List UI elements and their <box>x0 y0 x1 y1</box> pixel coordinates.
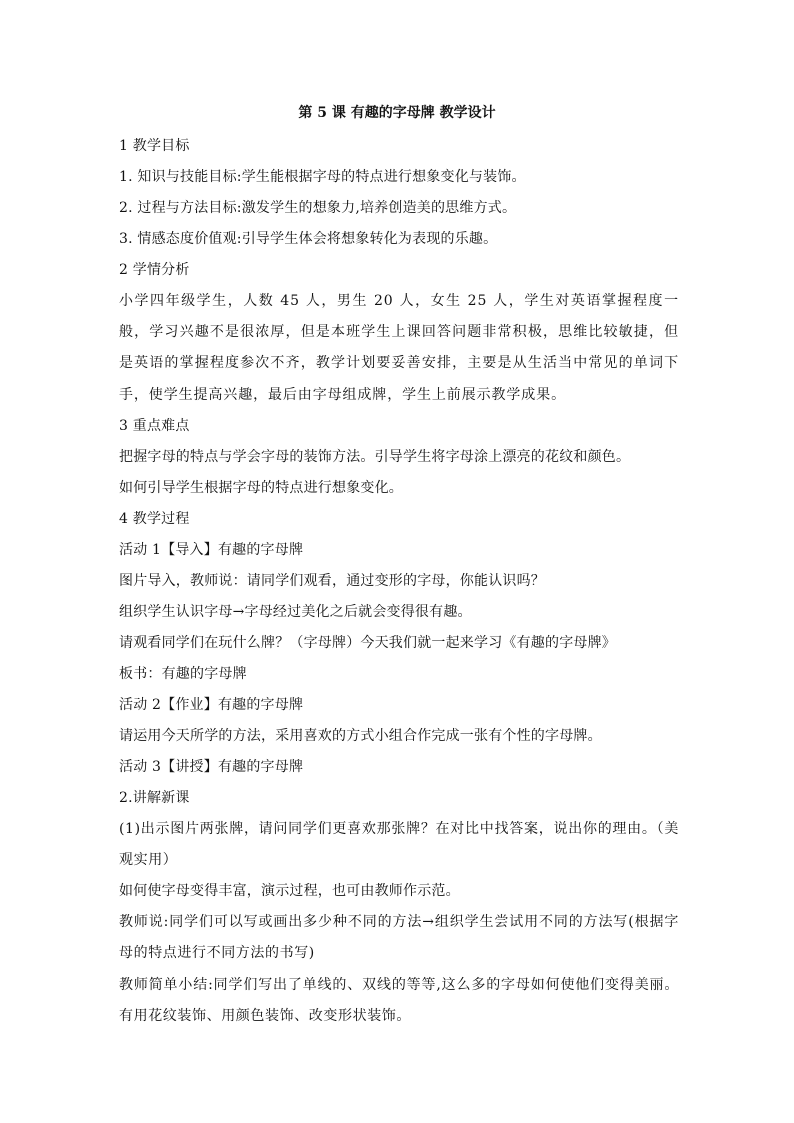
document-title: 第 5 课 有趣的字母牌 教学设计 <box>298 105 496 121</box>
document-body <box>119 131 679 1032</box>
objective-item: 3. 情感态度价值观:引导学生体会将想象转化为表现的乐趣。 <box>119 231 498 247</box>
key-point-text: 把握字母的特点与学会字母的装饰方法。引导学生将字母涂上漂亮的花纹和颜色。 <box>119 448 631 465</box>
body-text: 组织学生认识字母→字母经过美化之后就会变得很有趣。 <box>119 603 472 620</box>
activity-heading: 活动 2【作业】有趣的字母牌 <box>119 696 304 713</box>
body-paragraph: 教师简单小结:同学们写出了单线的、双线的等等,这么多的字母如何使他们变得美丽。有用花纹装饰、用颜色装饰、改变形状装饰。 <box>119 976 679 1024</box>
difficulty-text: 如何引导学生根据字母的特点进行想象变化。 <box>119 479 403 496</box>
objective-item: 1. 知识与技能目标:学生能根据字母的特点进行想象变化与装饰。 <box>119 169 526 185</box>
objective-item: 2. 过程与方法目标:激发学生的想象力,培养创造美的思维方式。 <box>119 200 517 216</box>
section-heading: 1 教学目标 <box>119 138 190 154</box>
body-paragraph: 教师说:同学们可以写或画出多少种不同的方法→组织学生尝试用不同的方法写(根据字母的特点进行不同方法的书写) <box>119 914 679 962</box>
body-text: 板书：有趣的字母牌 <box>119 665 247 682</box>
activity-heading: 活动 1【导入】有趣的字母牌 <box>119 541 304 558</box>
section-heading: 2 学情分析 <box>119 262 190 278</box>
body-text: 图片导入，教师说：请同学们观看，通过变形的字母，你能认识吗？ <box>119 572 545 589</box>
section-heading: 4 教学过程 <box>119 510 190 527</box>
body-text: 请观看同学们在玩什么牌？（字母牌）今天我们就一起来学习《有趣的字母牌》 <box>119 634 616 651</box>
body-text: 请运用今天所学的方法，采用喜欢的方式小组合作完成一张有个性的字母牌。 <box>119 727 602 744</box>
section-heading: 3 重点难点 <box>119 417 190 434</box>
body-text: 如何使字母变得丰富，演示过程，也可由教师作示范。 <box>119 883 460 900</box>
student-analysis-paragraph: 小学四年级学生，人数 45 人，男生 20 人，女生 25 人，学生对英语掌握程度一般，学习兴趣不是很浓厚，但是本班学生上课回答问题非常积极，思维比较敏捷，但是英语的掌握程度参次不齐，教学计划要妥善安排，主要是从生活当中常见的单词下手，使学生提高兴趣，最后由字母组成牌，学生上前展示教学成果。 <box>119 293 679 403</box>
activity-heading: 活动 3【讲授】有趣的字母牌 <box>119 758 304 775</box>
subsection-heading: 2.讲解新课 <box>119 789 190 806</box>
body-paragraph: (1)出示图片两张牌，请问同学们更喜欢那张牌？在对比中找答案，说出你的理由。（美观实用） <box>119 820 679 869</box>
